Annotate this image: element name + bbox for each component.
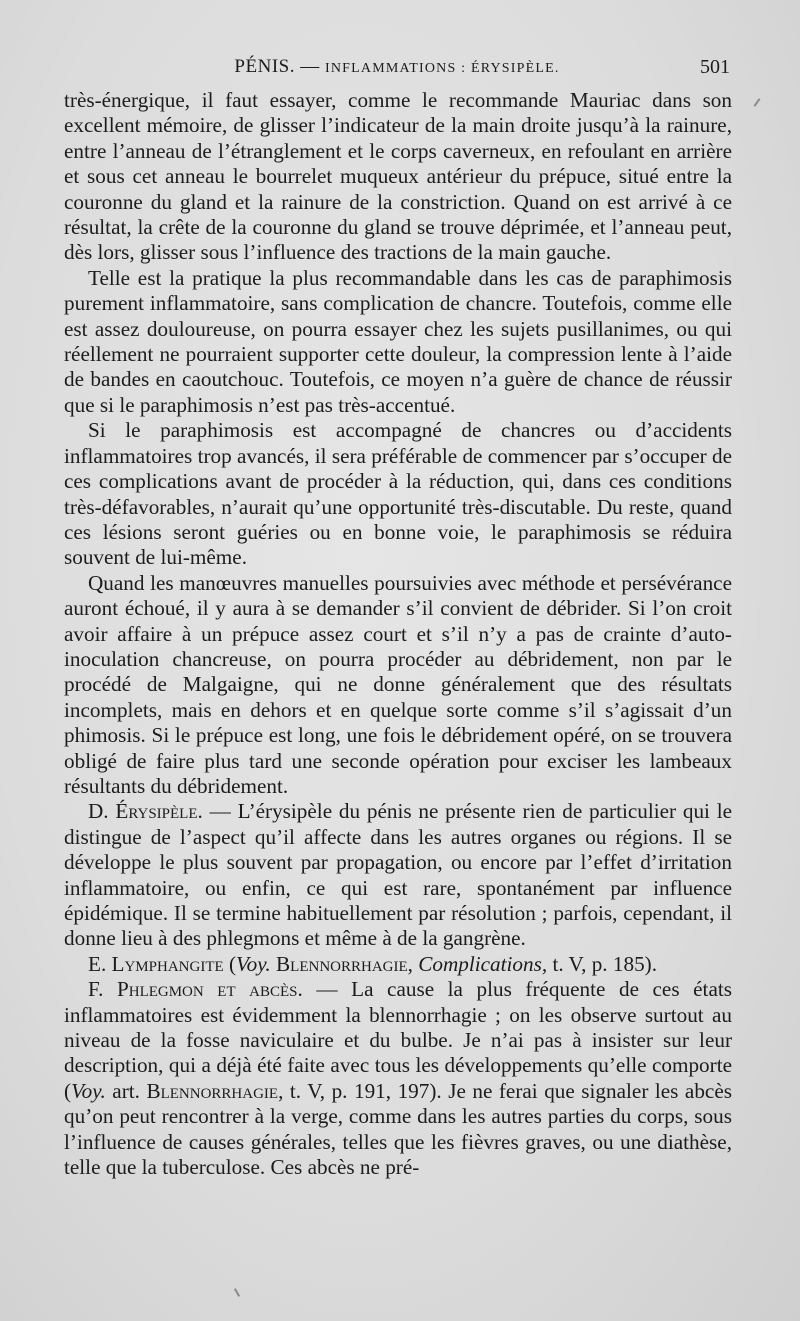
section-erysipele [64,799,732,951]
ref-voy-2: Voy. [71,1078,106,1103]
section-erysipele-text: — L’érysipèle du pénis ne présente rien de particulier qui le distingue de l’aspect qu’il affecte dans les autres organes ou régions. Il se développe le plus souvent par propagation, ou encore par l’effet d’irritation inflammatoire, ou enfin, ce qui est rare, spontanément par influence épidémique. Il se termine habituellement par résolution ; parfois, cependant, il donne lieu à des phlegmons et même à de la gangrène. [64,799,733,951]
ref-complications: Complications, [412,951,548,976]
running-title-main: PÉNIS. — [234,56,320,77]
section-phlegmon [64,977,732,1180]
margin-speck [754,98,761,107]
section-erysipele-label: D. Érysipèle. [88,799,203,824]
section-lymphangite [64,952,732,977]
ref-blennorrhagie-2: Blennorrhagie, [139,1078,284,1103]
running-header [64,56,730,88]
section-lymphangite-label: E. Lymphangite [88,951,224,976]
ref-blennorrhagie: Blennorrhagie, [270,951,413,976]
ref-close: t. V, p. 185). [547,951,658,976]
running-title-section: INFLAMMATIONS : ÉRYSIPÈLE. [324,61,560,76]
body-text [64,88,732,1180]
running-title [64,56,730,78]
section-phlegmon-label: F. Phlegmon et abcès. [88,977,303,1002]
paragraph-continuation: très-énergique, il faut essayer, comme le recommande Mauriac dans son excellent mémoire, de glisser l’indicateur de la main droite jusqu’à la rainure, entre l’anneau de l’étranglement et le corps caverneux, en refoulant en arrière et sous cet anneau le bourrelet muqueux antérieur du prépuce, situé entre la couronne du gland et la rainure de la constriction. Quand on est arrivé à ce résultat, la crête de la couronne du gland se trouve déprimée, et l’anneau peut, dès lors, glisser sous l’influence des tractions de la main gauche. [64,88,732,265]
paragraph-debridement: Quand les manœuvres manuelles poursuivies avec méthode et persévérance auront échoué, il y aura à se demander s’il convient de débrider. Si l’on croit avoir affaire à un prépuce assez court et s’il n’y a pas de crainte d’auto-inoculation chancreuse, on pourra procéder au débridement, non par le procédé de Malgaigne, qui ne donne généralement que des résultats incomplets, mais en dehors et en quelque sorte comme s’il s’agissait d’un phimosis. Si le prépuce est long, une fois le débridement opéré, on se trouvera obligé de faire plus tard une seconde opération pour exciser les lambeaux résultants du débridement. [64,570,732,798]
ref-open: ( [223,951,237,976]
bottom-speck [234,1288,240,1297]
ref-art: art. [105,1078,140,1103]
paragraph-pratique: Telle est la pratique la plus recommandable dans les cas de paraphimosis purement inflammatoire, sans complication de chancre. Toutefois, comme elle est assez douloureuse, on pourra essayer chez les sujets pusillanimes, ou qui réellement ne pourraient supporter cette douleur, la compression lente à l’aide de bandes en caoutchouc. Toutefois, ce moyen n’a guère de chance de réussir que si le paraphimosis n’est pas très-accentué. [64,265,732,417]
page-number: 501 [700,56,730,78]
paragraph-chancres: Si le paraphimosis est accompagné de chancres ou d’accidents inflammatoires trop avancés, il sera préférable de commencer par s’occuper de ces complications avant de procéder à la réduction, qui, dans ces conditions très-défavorables, n’aurait qu’une opportunité très-discutable. Du reste, quand ces lésions seront guéries ou en bonne voie, le paraphimosis se réduira souvent de lui-même. [64,418,732,570]
section-phlegmon-text-2: t. V, p. 191, 197). Je ne ferai que signaler les abcès qu’on peut rencontrer à la verge, comme dans les autres parties du corps, sous l’influence de causes générales, telles que les fièvres graves, ou une diathèse, telle que la tuberculose. Ces abcès ne pré- [64,1078,732,1180]
section-phlegmon-text-1: — La cause la plus fréquente de ces états inflammatoires est évidemment la blennorrhagie ; on les observe surtout au niveau de la fosse naviculaire et du bulbe. Je n’ai pas à insister sur leur description, qui a déjà été faite avec tous les développements qu’elle comporte ( [64,977,732,1103]
ref-voy: Voy. [236,951,271,976]
